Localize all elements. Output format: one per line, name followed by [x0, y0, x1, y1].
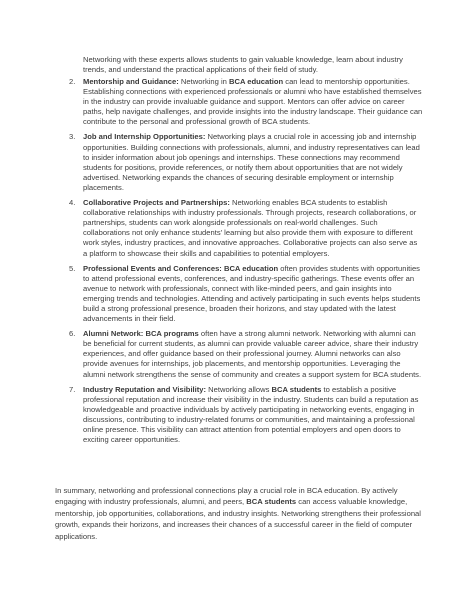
list-item-title: Alumni Network: — [83, 329, 144, 339]
list-item-number: 6. — [69, 329, 76, 339]
summary-paragraph — [55, 485, 421, 542]
list-item-title: Collaborative Projects and Partnerships: — [83, 198, 230, 208]
list-item-number: 2. — [69, 77, 76, 86]
body-text: often have a strong alumni network. Networking with alumni can be beneficial for current students, as alumni can provide valuable career advice, share their industry experiences, and offer guidance based on their professional journey. Alumni networks can also provide avenues for internships, job placements, and mentorship opportunities. Leveraging the alumni network strengthens the sense of community and creates a support system for BCA students. — [83, 329, 422, 379]
body-text: Networking enables BCA students to establish collaborative relationships with industry professionals. Through projects, research collaborations, or partnerships, students can work alongside professionals on real-world challenges. Such collaborations not only enhance students' learning but also provide them with exposure to different work styles, industry practices, and innovative approaches. Collaborative projects can also serve as a platform to showcase their skills and capabilities to potential employers. — [83, 198, 418, 258]
list-item-title: Industry Reputation and Visibility: — [83, 384, 207, 394]
body-text: can lead to mentorship opportunities. Establishing connections with experienced professionals or alumni who have established themselves in the industry can provide invaluable guidance and support. Mentors can offer advice on career paths, help navigate challenges, and provide insights into the industry landscape. Their guidance can contribute to the personal and professional growth of BCA students. — [83, 77, 423, 127]
body-text: Networking in — [178, 77, 230, 86]
list-item — [69, 384, 423, 446]
body-text: Networking plays a crucial role in accessing job and internship opportunities. Building connections with professionals, alumni, and industry representatives can lead to insider information about job openings and internships. These connections may recommend students for positions, provide references, or notify them about opportunities that are not widely advertised. Networking expands the chances of securing desirable employment or internship placements. — [83, 132, 420, 192]
emphasized-text: BCA students — [271, 384, 322, 394]
list-item-number: 5. — [69, 263, 76, 273]
list-item-number: 4. — [69, 198, 76, 208]
body-text: often provides students with opportunities to attend professional events, conferences, and industry-specific gatherings. These events offer an avenue to network with professionals, connect with like-minded peers, and gain insights into emerging trends and technologies. Attending and actively participating in such events helps students build a strong professional presence, broaden their horizons, and stay updated with the latest advancements in their field. — [83, 263, 421, 324]
emphasized-text: BCA education — [229, 77, 284, 86]
list-item — [69, 329, 423, 379]
body-text: In summary, networking and professional connections play a crucial role in BCA education. By actively engaging with industry professionals, alumni, and peers, — [55, 486, 398, 507]
list-item-number: 7. — [69, 384, 76, 394]
points-list — [69, 77, 423, 450]
intro-paragraph: Networking with these experts allows students to gain valuable knowledge, learn about industry trends, and understand the practical applications of their field of study. — [83, 55, 403, 75]
emphasized-text: BCA education — [223, 263, 279, 273]
list-item — [69, 198, 423, 259]
list-item — [69, 263, 423, 325]
list-item — [69, 132, 423, 193]
emphasized-text: BCA programs — [145, 329, 199, 339]
emphasized-text: BCA students — [246, 497, 297, 507]
body-text: to establish a positive professional reputation and increase their visibility in the industry. Students can build a reputation as knowledgeable and proactive individuals by actively participating in networking events, engaging in discussions, contributing to industry-related forums or communities, and maintaining a professional online presence. This visibility can attract attention from potential employers and open doors to exciting career opportunities. — [83, 384, 419, 445]
list-item-number: 3. — [69, 132, 76, 142]
body-text: Networking allows — [206, 384, 272, 394]
list-item — [69, 77, 423, 127]
list-item-title: Mentorship and Guidance: — [83, 77, 179, 86]
list-item-title: Professional Events and Conferences: — [83, 263, 222, 273]
body-text: can access valuable knowledge, mentorship, job opportunities, collaborations, and industry insights. Networking strengthens their professional growth, expands their horizons, and increases their chances of a successful career in the field of computer applications. — [55, 497, 421, 541]
list-item-title: Job and Internship Opportunities: — [83, 132, 206, 142]
